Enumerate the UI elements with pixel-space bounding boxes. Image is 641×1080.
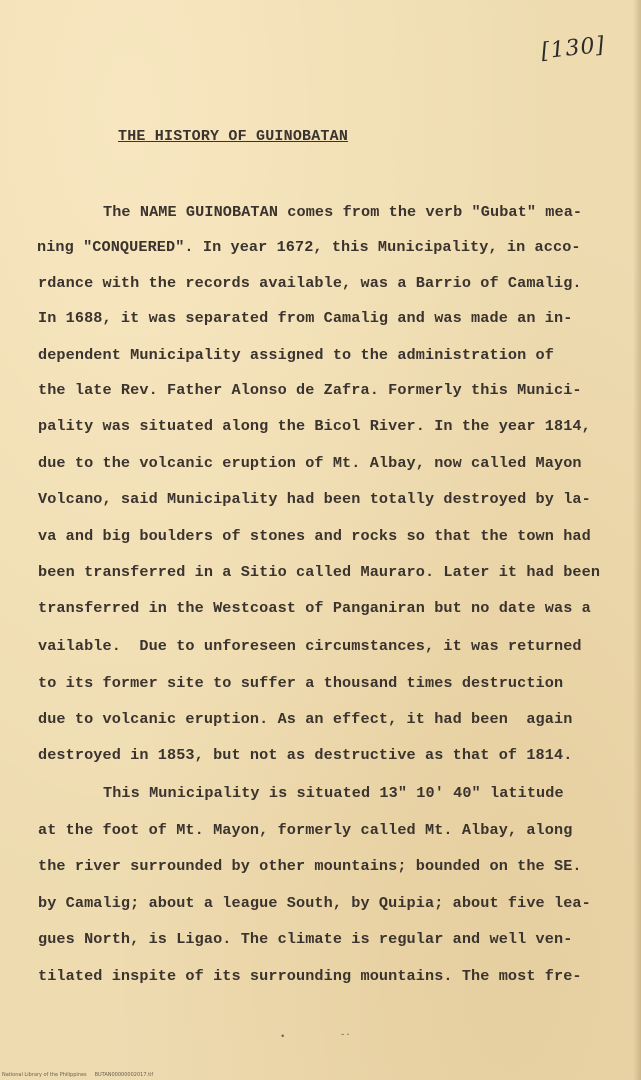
ink-speck: •	[280, 1032, 286, 1042]
text-line: va and big boulders of stones and rocks so that the town had	[38, 527, 591, 545]
text-line: tilated inspite of its surrounding mountains. The most fre-	[38, 967, 582, 985]
text-line: at the foot of Mt. Mayon, formerly called Mt. Albay, along	[38, 821, 573, 839]
text-line: This Municipality is situated 13" 10' 40" latitude	[103, 784, 564, 802]
text-line: due to volcanic eruption. As an effect, it had been again	[38, 710, 573, 728]
page-edge-shadow	[633, 0, 641, 1080]
text-line: The NAME GUINOBATAN comes from the verb "Gubat" mea-	[103, 203, 583, 221]
document-title: THE HISTORY OF GUINOBATAN	[118, 128, 349, 145]
text-line: dependent Municipality assigned to the administration of	[38, 346, 554, 364]
text-line: In 1688, it was separated from Camalig and was made an in-	[38, 309, 573, 327]
text-line: the river surrounded by other mountains; bounded on the SE.	[38, 857, 582, 875]
text-line: vailable. Due to unforeseen circumstances, it was returned	[38, 637, 582, 655]
text-line: destroyed in 1853, but not as destructive as that of 1814.	[38, 746, 573, 764]
page-reference-number: [130]	[539, 32, 607, 65]
text-line: to its former site to suffer a thousand times destruction	[38, 674, 564, 692]
text-line: pality was situated along the Bicol River. In the year 1814,	[38, 417, 591, 435]
text-line: transferred in the Westcoast of Panganiran but no date was a	[38, 599, 591, 617]
text-line: gues North, is Ligao. The climate is regular and well ven-	[38, 930, 573, 948]
text-line: Volcano, said Municipality had been totally destroyed by la-	[38, 490, 591, 508]
text-line: ning "CONQUERED". In year 1672, this Municipality, in acco-	[37, 238, 581, 256]
text-line: by Camalig; about a league South, by Quipia; about five lea-	[38, 894, 591, 912]
text-line: been transferred in a Sitio called Mauraro. Later it had been	[38, 563, 601, 581]
archive-footer: National Library of the Philippines BUTAN00000002017.tif	[2, 1072, 154, 1078]
ink-speck: -·	[340, 1030, 351, 1040]
text-line: rdance with the records available, was a Barrio of Camalig.	[38, 274, 582, 292]
text-line: the late Rev. Father Alonso de Zafra. Formerly this Munici-	[38, 381, 582, 399]
text-line: due to the volcanic eruption of Mt. Albay, now called Mayon	[38, 454, 582, 472]
